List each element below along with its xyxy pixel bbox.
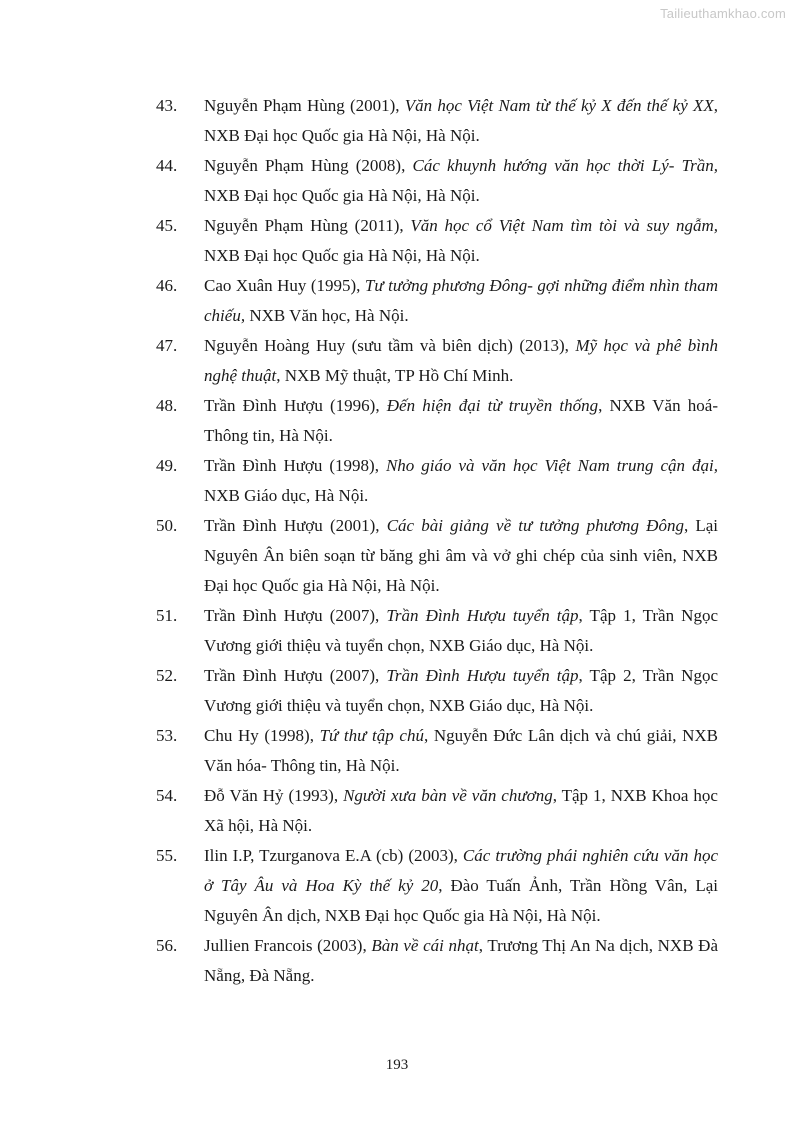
- reference-author: Nguyễn Phạm Hùng (2011),: [204, 216, 411, 235]
- reference-number: 44.: [156, 156, 178, 175]
- reference-publisher: , Tập 1, NXB Khoa học Xã hội, Hà Nội.: [204, 786, 718, 835]
- reference-author: Đỗ Văn Hỷ (1993),: [204, 786, 344, 805]
- reference-author: Jullien Francois (2003),: [204, 936, 372, 955]
- reference-author: Ilin I.P, Tzurganova E.A (cb) (2003),: [204, 846, 463, 865]
- reference-number: 54.: [156, 786, 178, 805]
- page-number: 193: [385, 1057, 409, 1073]
- reference-text: [204, 216, 718, 265]
- reference-publisher: NXB Đại học Quốc gia Hà Nội, Hà Nội.: [204, 186, 480, 205]
- reference-publisher: , Tập 2, Trần Ngọc Vương giới thiệu và tuyển chọn, NXB Giáo dục, Hà Nội.: [204, 666, 719, 715]
- reference-item: [0, 601, 718, 661]
- reference-publisher: , Lại Nguyên Ân biên soạn từ băng ghi âm và vở ghi chép của sinh viên, NXB Đại học Quốc gia Hà Nội, Hà Nội.: [204, 516, 719, 595]
- reference-number: 48.: [156, 396, 178, 415]
- reference-title: Mỹ học và phê bình nghệ thuật: [204, 336, 718, 385]
- reference-number: 51.: [156, 606, 178, 625]
- reference-title: Trần Đình Hượu tuyển tập: [386, 666, 579, 685]
- reference-author: Trần Đình Hượu (2007),: [204, 666, 387, 685]
- reference-item: [0, 841, 718, 931]
- reference-author: Nguyễn Hoàng Huy (sưu tầm và biên dịch) (2013),: [204, 336, 576, 355]
- watermark: Tailieuthamkhao.com: [660, 6, 786, 21]
- reference-title: Đến hiện đại từ truyền thống: [386, 396, 599, 415]
- reference-title: Bàn về cái nhạt: [371, 936, 479, 955]
- reference-text: [204, 726, 718, 775]
- reference-title: Trần Đình Hượu tuyển tập: [386, 606, 579, 625]
- reference-number: 52.: [156, 666, 178, 685]
- reference-text: [204, 516, 718, 595]
- reference-item: [0, 391, 718, 451]
- reference-item: [0, 931, 718, 991]
- reference-publisher: NXB Đại học Quốc gia Hà Nội, Hà Nội.: [204, 246, 480, 265]
- reference-author: Nguyễn Phạm Hùng (2008),: [204, 156, 413, 175]
- reference-title: Văn học cổ Việt Nam tìm tòi và suy ngẫm,: [410, 216, 719, 235]
- reference-text: [204, 276, 718, 325]
- reference-number: 43.: [156, 96, 178, 115]
- reference-item: [0, 511, 718, 601]
- reference-text: [204, 96, 718, 145]
- reference-number: 49.: [156, 456, 178, 475]
- reference-publisher: , Tập 1, Trần Ngọc Vương giới thiệu và tuyển chọn, NXB Giáo dục, Hà Nội.: [204, 606, 719, 655]
- reference-author: Trần Đình Hượu (1996),: [204, 396, 387, 415]
- reference-item: [0, 721, 718, 781]
- reference-text: [204, 336, 718, 385]
- reference-author: Cao Xuân Huy (1995),: [204, 276, 365, 295]
- reference-author: Trần Đình Hượu (1998),: [204, 456, 386, 475]
- reference-number: 55.: [156, 846, 178, 865]
- reference-number: 56.: [156, 936, 178, 955]
- reference-publisher: , Đào Tuấn Ảnh, Trần Hồng Vân, Lại Nguyên Ân dịch, NXB Đại học Quốc gia Hà Nội, Hà Nội.: [204, 876, 718, 925]
- reference-title: Người xưa bàn về văn chương: [343, 786, 553, 805]
- reference-number: 53.: [156, 726, 178, 745]
- reference-author: Chu Hy (1998),: [204, 726, 320, 745]
- reference-text: [204, 936, 718, 985]
- reference-title: Văn học Việt Nam từ thế kỷ X đến thế kỷ XX: [404, 96, 714, 115]
- reference-publisher: NXB Giáo dục, Hà Nội.: [204, 486, 369, 505]
- reference-title: Tứ thư tập chú: [319, 726, 424, 745]
- reference-item: [0, 271, 718, 331]
- reference-item: [0, 661, 718, 721]
- reference-text: [204, 456, 718, 505]
- reference-item: [0, 331, 718, 391]
- reference-text: [204, 396, 718, 445]
- reference-text: [204, 666, 718, 715]
- reference-title: Các khuynh hướng văn học thời Lý- Trần,: [412, 156, 718, 175]
- reference-number: 50.: [156, 516, 178, 535]
- reference-title: Các trường phái nghiên cứu văn học ở Tây Âu và Hoa Kỳ thế kỷ 20: [204, 846, 718, 895]
- reference-publisher: , NXB Mỹ thuật, TP Hồ Chí Minh.: [276, 366, 514, 385]
- reference-text: [204, 156, 718, 205]
- reference-author: Nguyễn Phạm Hùng (2001),: [204, 96, 405, 115]
- reference-publisher: NXB Văn học, Hà Nội.: [245, 306, 409, 325]
- reference-item: [0, 781, 718, 841]
- reference-author: Trần Đình Hượu (2007),: [204, 606, 387, 625]
- reference-text: [204, 786, 718, 835]
- reference-text: [204, 606, 718, 655]
- reference-item: [0, 91, 718, 151]
- reference-title: Các bài giảng về tư tưởng phương Đông: [386, 516, 684, 535]
- reference-publisher: , Nguyễn Đức Lân dịch và chú giải, NXB Văn hóa- Thông tin, Hà Nội.: [204, 726, 718, 775]
- reference-number: 45.: [156, 216, 178, 235]
- reference-item: [0, 451, 718, 511]
- reference-author: Trần Đình Hượu (2001),: [204, 516, 387, 535]
- reference-text: [204, 846, 718, 925]
- reference-list: [0, 91, 794, 991]
- reference-publisher: , NXB Văn hoá- Thông tin, Hà Nội.: [204, 396, 718, 445]
- reference-publisher: , NXB Đại học Quốc gia Hà Nội, Hà Nội.: [204, 96, 718, 145]
- reference-number: 47.: [156, 336, 178, 355]
- reference-item: [0, 151, 718, 211]
- reference-title: Nho giáo và văn học Việt Nam trung cận đại,: [385, 456, 719, 475]
- reference-item: [0, 211, 718, 271]
- reference-publisher: , Trương Thị An Na dịch, NXB Đà Nẵng, Đà Nẵng.: [204, 936, 718, 985]
- reference-number: 46.: [156, 276, 178, 295]
- reference-title: Tư tưởng phương Đông- gợi những điểm nhìn tham chiếu,: [204, 276, 718, 325]
